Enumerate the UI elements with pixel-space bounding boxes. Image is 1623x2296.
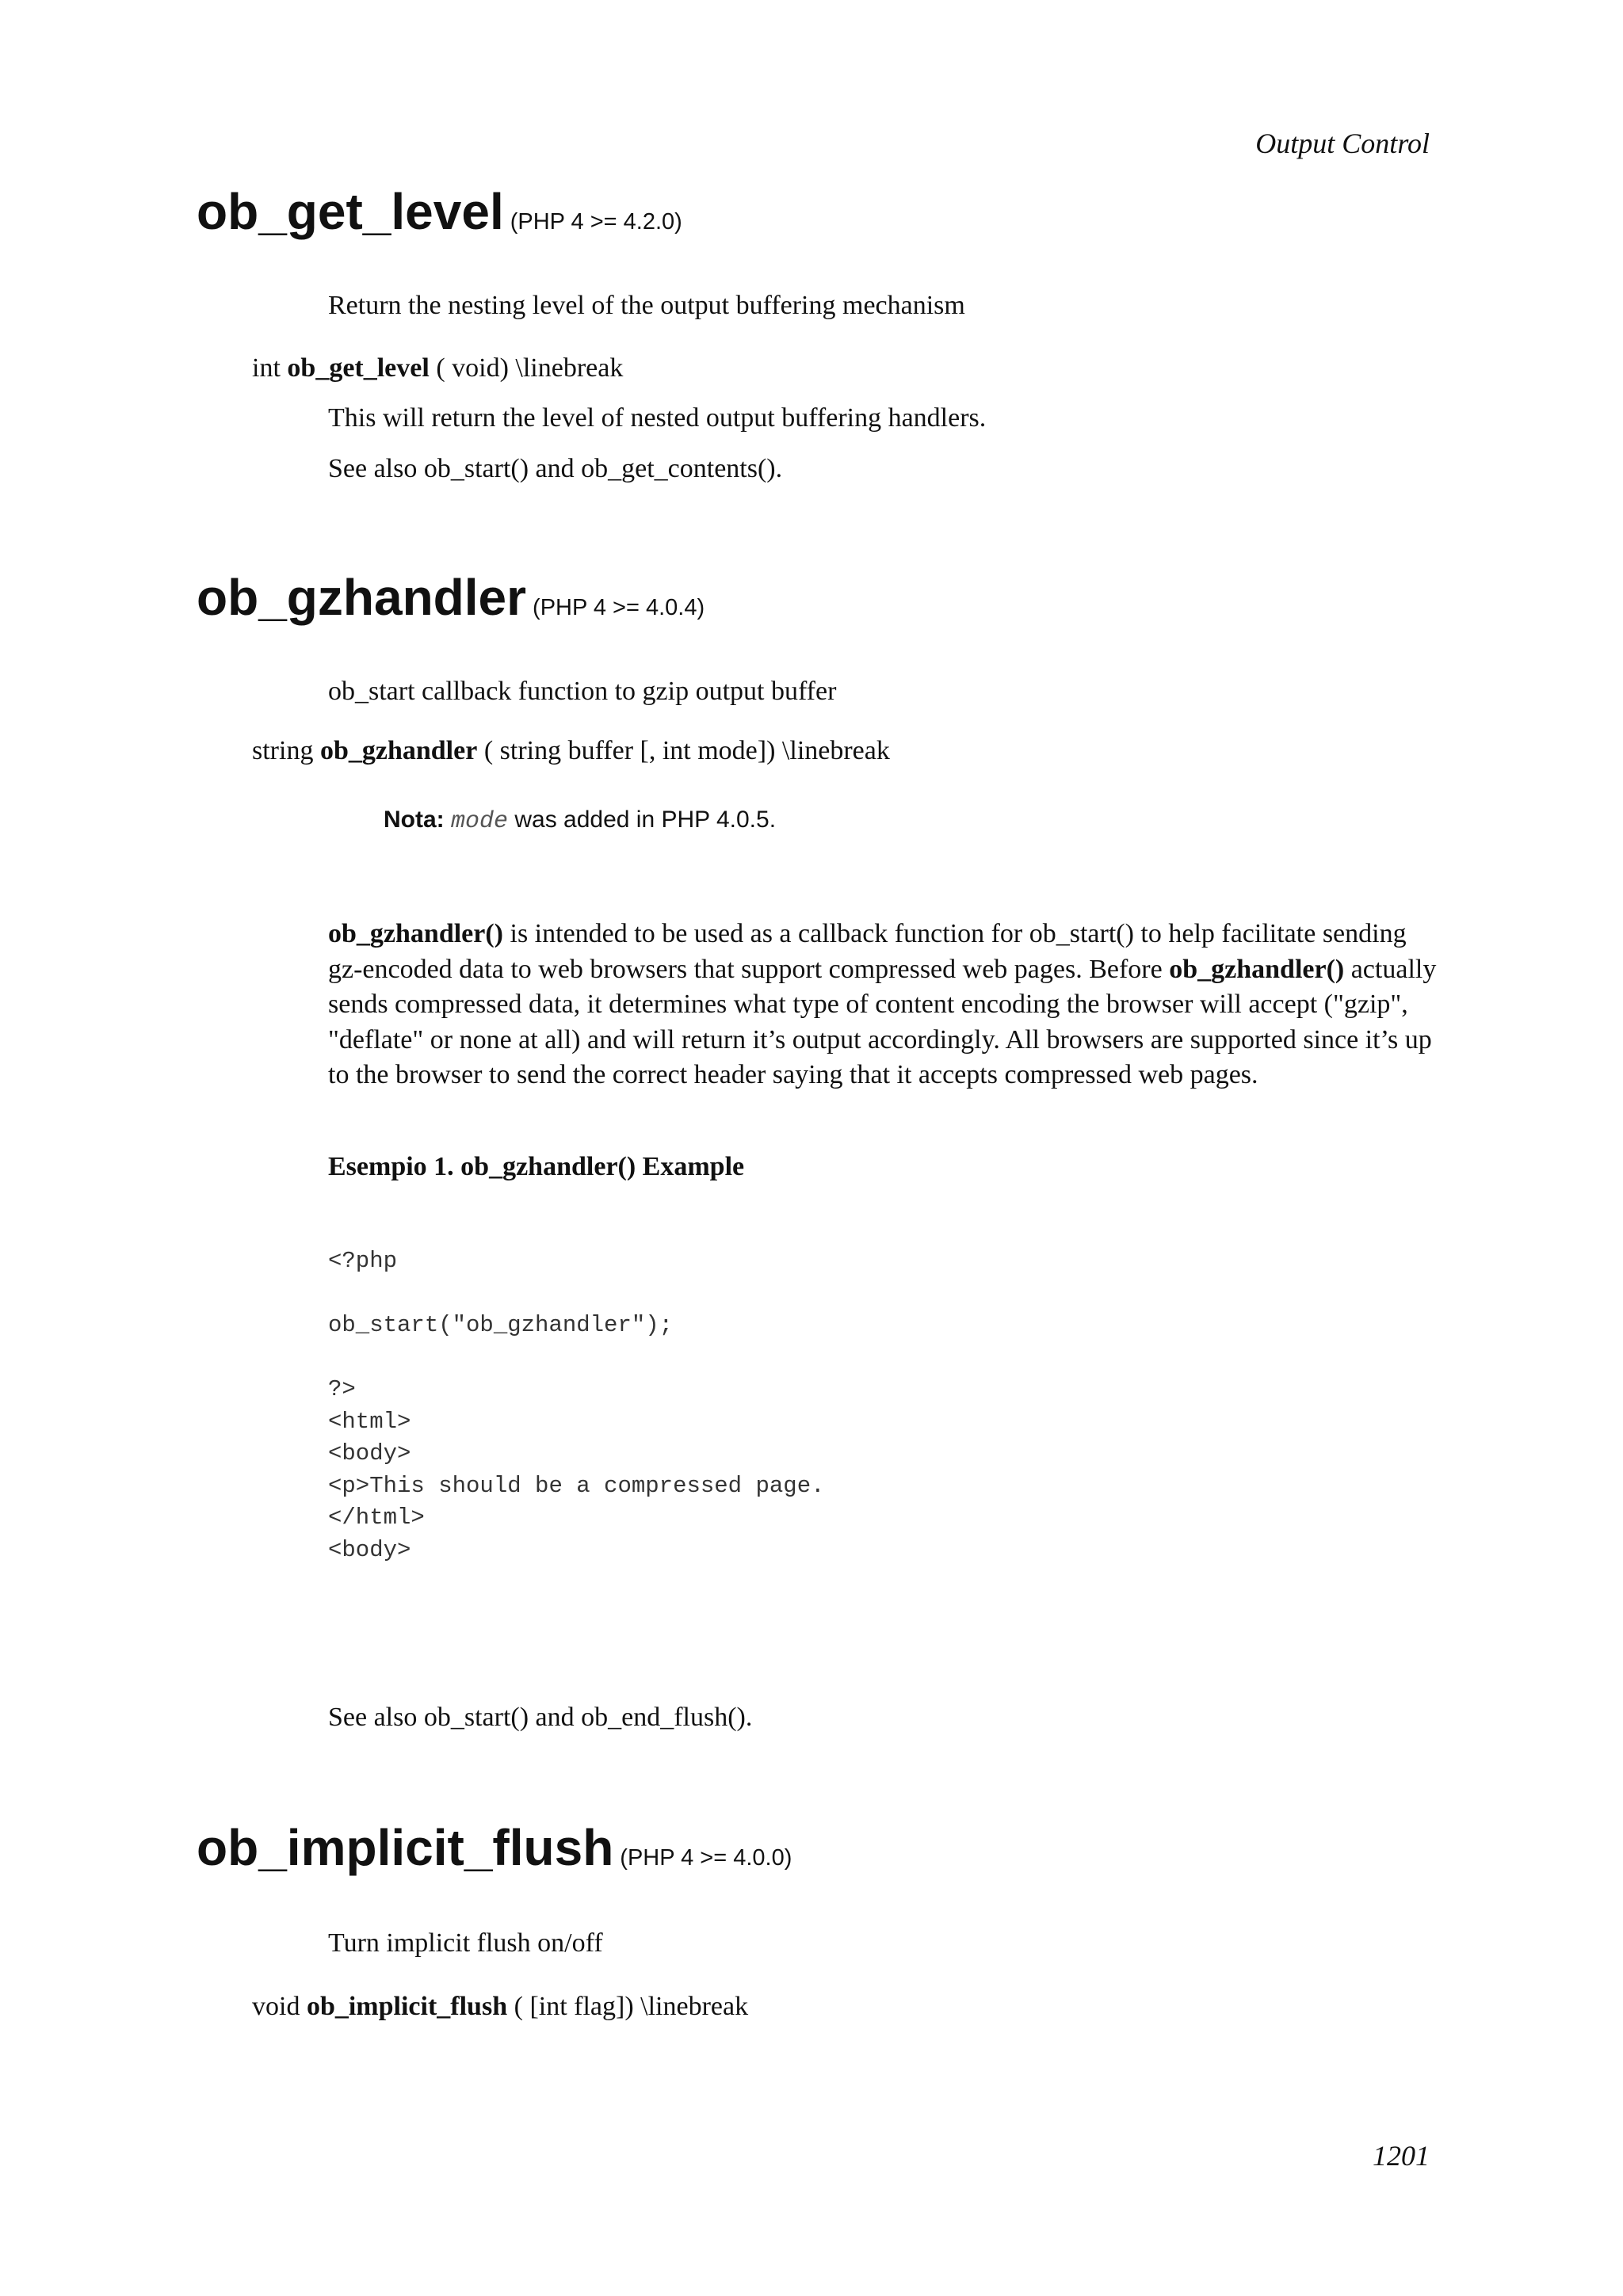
synopsis-params: ( void) \linebreak xyxy=(436,353,624,383)
synopsis-params: ( [int flag]) \linebreak xyxy=(514,1992,749,2021)
example-title: Esempio 1. ob_gzhandler() Example xyxy=(328,1152,745,1181)
see-also: See also ob_start() and ob_get_contents(). xyxy=(328,454,783,483)
function-heading-ob-get-level xyxy=(197,183,682,240)
synopsis-function-name: ob_get_level xyxy=(287,353,430,383)
synopsis-params: ( string buffer [, int mode]) \linebreak xyxy=(483,736,890,765)
code-line: <body> xyxy=(328,1536,411,1563)
code-line: <?php xyxy=(328,1248,398,1274)
version-info: (PHP 4 >= 4.0.4) xyxy=(533,595,705,620)
return-type: int xyxy=(252,353,281,383)
function-reference: ob_gzhandler() xyxy=(328,919,503,948)
function-description xyxy=(328,917,1438,1093)
function-name: ob_implicit_flush xyxy=(197,1819,614,1876)
note-text: was added in PHP 4.0.5. xyxy=(514,807,777,833)
code-line: <body> xyxy=(328,1440,411,1466)
code-line: </html> xyxy=(328,1505,425,1531)
version-info: (PHP 4 >= 4.0.0) xyxy=(620,1845,792,1871)
description-text: actually sends compressed data, it determines what type of content encoding the browser will accept ("gzip", "deflate" or none at all) and will return it’s output accordingly. All browsers are supported since it’s up to the browser to send the correct header saying that it accepts compressed web pages. xyxy=(328,954,1437,1089)
code-line xyxy=(328,1342,825,1375)
function-heading-ob-implicit-flush xyxy=(197,1819,792,1876)
code-example xyxy=(328,1245,825,1566)
note-parameter: mode xyxy=(451,808,509,835)
function-purpose: Turn implicit flush on/off xyxy=(328,1928,603,1958)
function-reference: ob_gzhandler() xyxy=(1169,954,1345,984)
return-type: string xyxy=(252,736,314,765)
description-text: is intended to be used as a callback function for ob_start() to help facilitate sending gz-encoded data to web browsers that support compressed web pages. Before xyxy=(328,919,1407,984)
version-info: (PHP 4 >= 4.2.0) xyxy=(510,209,682,235)
return-type: void xyxy=(252,1992,300,2021)
synopsis-function-name: ob_implicit_flush xyxy=(306,1992,508,2021)
code-line xyxy=(328,1278,825,1310)
function-synopsis xyxy=(252,1989,748,2024)
page-number: 1201 xyxy=(1373,2140,1430,2172)
code-line: ob_start("ob_gzhandler"); xyxy=(328,1312,674,1338)
note-label: Nota: xyxy=(384,807,445,833)
function-name: ob_get_level xyxy=(197,183,504,240)
function-heading-ob-gzhandler xyxy=(197,569,705,626)
synopsis-function-name: ob_gzhandler xyxy=(319,736,478,765)
function-synopsis xyxy=(252,734,890,769)
function-purpose: ob_start callback function to gzip output buffer xyxy=(328,677,837,706)
running-header: Output Control xyxy=(1255,128,1430,159)
function-description: This will return the level of nested output buffering handlers. xyxy=(328,403,987,433)
code-line: <p>This should be a compressed page. xyxy=(328,1472,825,1499)
code-line: ?> xyxy=(328,1376,356,1402)
function-name: ob_gzhandler xyxy=(197,569,527,626)
code-line: <html> xyxy=(328,1408,411,1435)
see-also: See also ob_start() and ob_end_flush(). xyxy=(328,1703,753,1732)
note xyxy=(384,807,776,835)
function-purpose: Return the nesting level of the output buffering mechanism xyxy=(328,291,965,320)
function-synopsis xyxy=(252,351,623,386)
